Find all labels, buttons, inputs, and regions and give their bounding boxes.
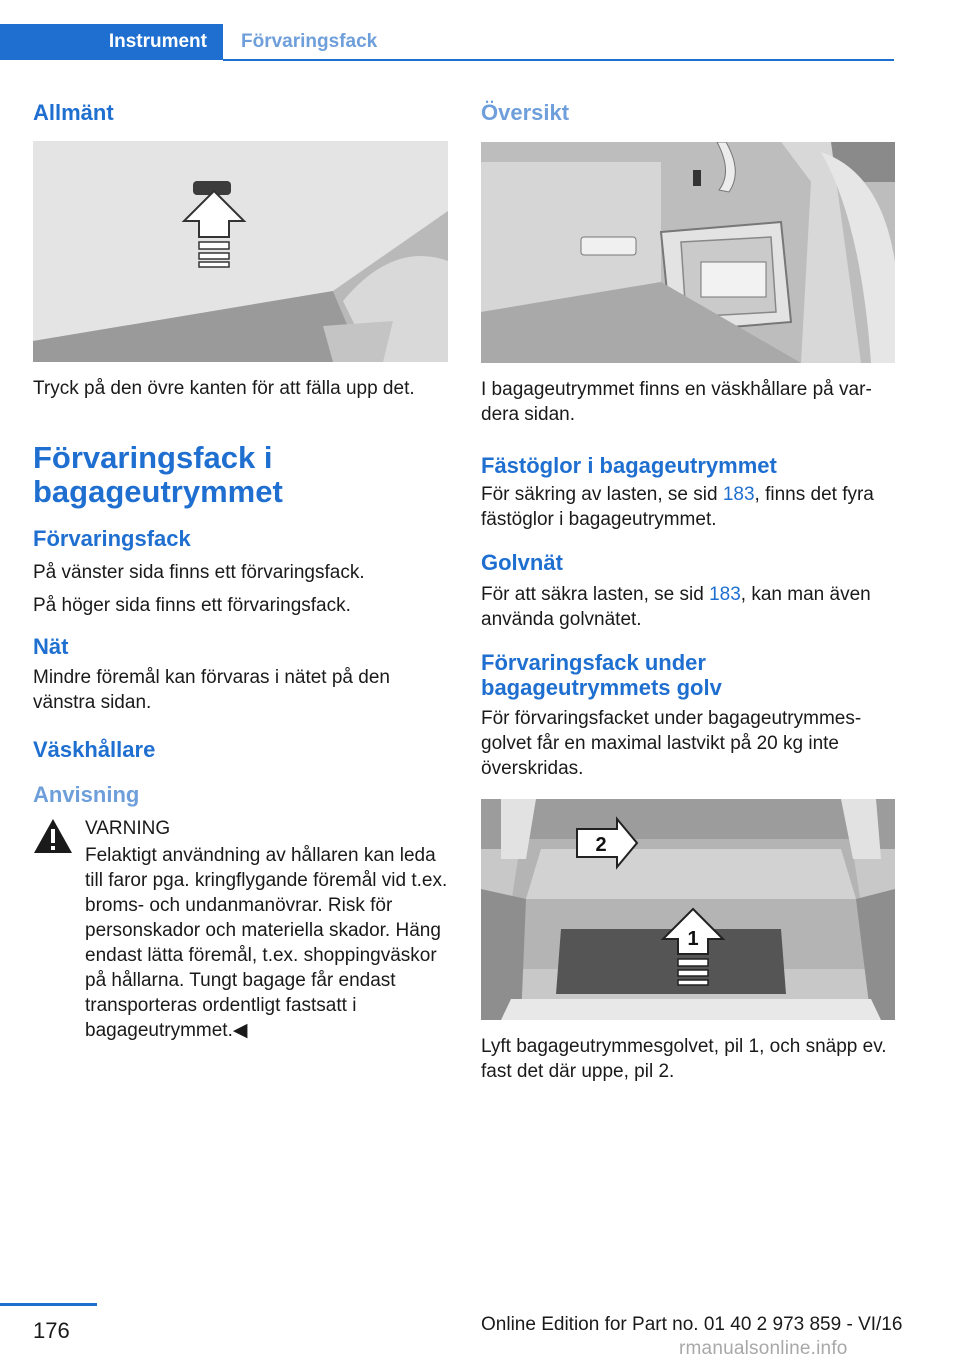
warning-title: VARNING xyxy=(85,818,171,840)
paragraph: På vänster sida finns ett förvaringsfack. xyxy=(33,561,365,583)
right-column xyxy=(481,100,895,1084)
paragraph-golvnat: För att säkra lasten, se sid 183, kan man även använda golvnätet. xyxy=(481,583,871,630)
warning-text: Felaktigt användning av hållaren kan leda till faror pga. kringflygande föremål vid t.ex. broms- och undanmanövrar. Risk för personskador och materiella skador. Häng endast lätta föremål, t.ex. shoppingväskor på hållarna. Tungt bagage får endast transporteras ordentligt fastsatt i bagageutrymmet.◀ xyxy=(85,845,448,1042)
note-heading: Anvisning xyxy=(33,782,140,808)
subtitle-fastoglor: Fästöglor i bagageutrymmet xyxy=(481,453,777,478)
figure-trunk-overview xyxy=(481,142,895,363)
caption-floor: Lyft bagageutrymmesgolvet, pil 1, och snäpp ev. fast det där uppe, pil 2. xyxy=(481,1036,887,1083)
subtitle-vaskhallare: Väskhållare xyxy=(33,736,156,762)
tab-instrument[interactable]: Instrument xyxy=(0,24,223,60)
figure-label-2: 2 xyxy=(595,834,607,857)
page-header xyxy=(0,24,894,62)
figure-ceiling-hatch xyxy=(33,141,448,362)
warning-icon xyxy=(33,818,73,854)
footer-divider xyxy=(0,1303,97,1306)
paragraph: För förvaringsfacket under bagageutrymmesgolvet får en maximal lastvikt på 20 kg inte överskridas. xyxy=(481,708,862,780)
section-title-allmant: Allmänt xyxy=(33,100,114,125)
subtitle-forvaringsfack-golv: Förvaringsfack under bagageutrymmets golv xyxy=(481,649,722,700)
paragraph: Mindre föremål kan förvaras i nätet på den vänstra sidan. xyxy=(33,666,390,713)
section-title-oversikt: Översikt xyxy=(481,100,570,125)
subtitle-golvnat: Golvnät xyxy=(481,550,563,576)
figure-trunk-floor xyxy=(481,799,895,1020)
watermark: rmanualsonline.info xyxy=(679,1338,848,1359)
left-column xyxy=(33,100,448,1043)
warning-box xyxy=(33,816,448,1043)
tab-forvaringsfack[interactable]: Förvaringsfack xyxy=(241,31,378,52)
paragraph: På höger sida finns ett förvaringsfack. xyxy=(33,594,351,616)
page-link-183[interactable]: 183 xyxy=(722,484,755,506)
figure-label-1: 1 xyxy=(687,928,699,951)
page-link-183[interactable]: 183 xyxy=(709,583,741,605)
edition-text: Online Edition for Part no. 01 40 2 973 859 - VI/16 xyxy=(481,1314,903,1335)
caption-oversikt: I bagageutrymmet finns en väskhållare på vardera sidan. xyxy=(481,379,872,425)
caption-allmant: Tryck på den övre kanten för att fälla upp det. xyxy=(33,378,415,400)
main-title: Förvaringsfack i bagageutrymmet xyxy=(33,440,283,509)
page-number: 176 xyxy=(33,1318,70,1343)
header-divider xyxy=(223,59,894,61)
subtitle-forvaringsfack: Förvaringsfack xyxy=(33,526,191,552)
paragraph-fastoglor: För säkring av lasten, se sid 183, finns det fyra fästöglor i bagageutrymmet. xyxy=(481,484,874,531)
subtitle-nat: Nät xyxy=(33,633,69,659)
